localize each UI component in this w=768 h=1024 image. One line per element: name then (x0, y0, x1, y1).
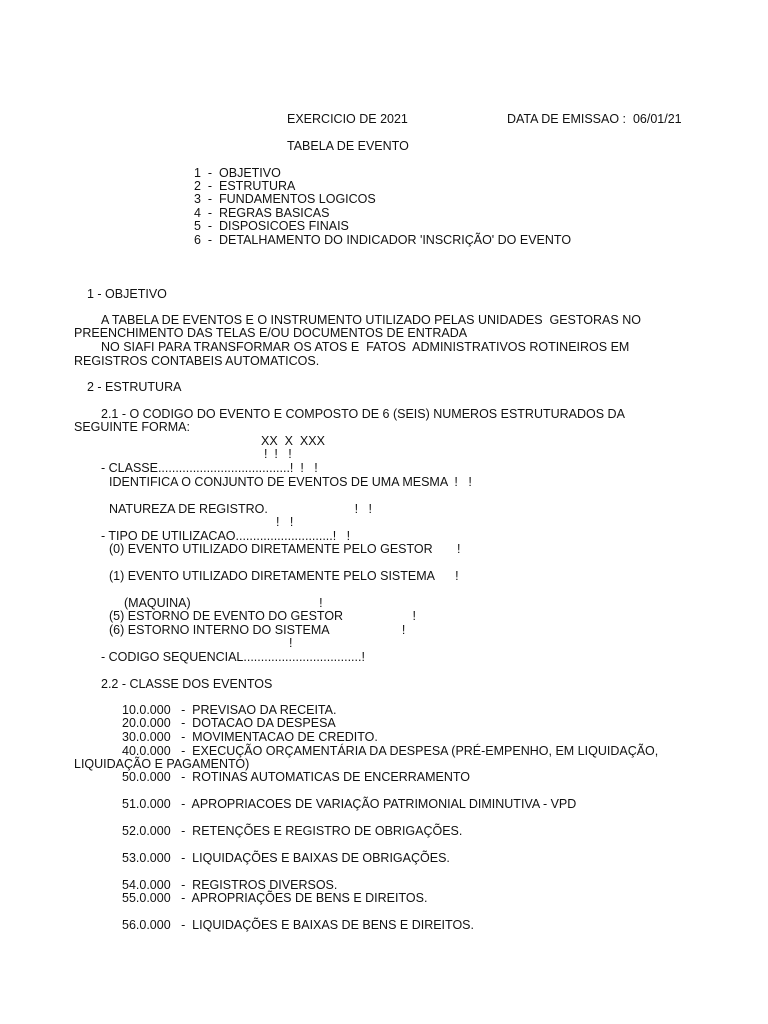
paragraph-line: 2.1 - O CODIGO DO EVENTO E COMPOSTO DE 6 (SEIS) NUMEROS ESTRUTURADOS DA (101, 407, 625, 421)
diagram-line: (MAQUINA) ! (124, 596, 323, 610)
class-item: 20.0.000 - DOTACAO DA DESPESA (122, 716, 336, 730)
class-item: 53.0.000 - LIQUIDAÇÕES E BAIXAS DE OBRIGAÇÕES. (122, 851, 450, 865)
class-item: 30.0.000 - MOVIMENTACAO DE CREDITO. (122, 730, 378, 744)
section-heading-objetivo: 1 - OBJETIVO (87, 287, 167, 301)
diagram-line: ! ! ! (264, 447, 292, 461)
class-item: 54.0.000 - REGISTROS DIVERSOS. (122, 878, 338, 892)
diagram-line: - CODIGO SEQUENCIAL..................................! (101, 650, 365, 664)
diagram-line: ! (289, 636, 293, 650)
diagram-line: ! ! (276, 515, 294, 529)
class-item: 10.0.000 - PREVISAO DA RECEITA. (122, 703, 337, 717)
diagram-line: - TIPO DE UTILIZACAO............................! ! (101, 529, 351, 543)
diagram-line: - CLASSE......................................! ! ! (101, 461, 318, 475)
index-item: 4 - REGRAS BASICAS (194, 206, 330, 220)
class-item-continuation: LIQUIDAÇÃO E PAGAMENTO) (74, 757, 250, 771)
diagram-line: (0) EVENTO UTILIZADO DIRETAMENTE PELO GESTOR ! (109, 542, 461, 556)
class-item: 50.0.000 - ROTINAS AUTOMATICAS DE ENCERRAMENTO (122, 770, 470, 784)
class-item: 40.0.000 - EXECUÇÃO ORÇAMENTÁRIA DA DESPESA (PRÉ-EMPENHO, EM LIQUIDAÇÃO, (122, 744, 659, 758)
index-item: 2 - ESTRUTURA (194, 179, 296, 193)
diagram-line: NATUREZA DE REGISTRO. ! ! (109, 502, 373, 516)
diagram-line: (6) ESTORNO INTERNO DO SISTEMA ! (109, 623, 406, 637)
diagram-line: IDENTIFICA O CONJUNTO DE EVENTOS DE UMA MESMA ! ! (109, 475, 472, 489)
paragraph-line: A TABELA DE EVENTOS E O INSTRUMENTO UTILIZADO PELAS UNIDADES GESTORAS NO (101, 313, 641, 327)
class-item: 56.0.000 - LIQUIDAÇÕES E BAIXAS DE BENS E DIREITOS. (122, 918, 474, 932)
paragraph-line: NO SIAFI PARA TRANSFORMAR OS ATOS E FATOS ADMINISTRATIVOS ROTINEIROS EM (101, 340, 630, 354)
section-heading-estrutura: 2 - ESTRUTURA (87, 380, 182, 394)
diagram-line: (5) ESTORNO DE EVENTO DO GESTOR ! (109, 609, 417, 623)
class-item: 51.0.000 - APROPRIACOES DE VARIAÇÃO PATRIMONIAL DIMINUTIVA - VPD (122, 797, 577, 811)
index-item: 1 - OBJETIVO (194, 166, 281, 180)
index-item: 6 - DETALHAMENTO DO INDICADOR 'INSCRIÇÃO' DO EVENTO (194, 233, 572, 247)
paragraph-line: REGISTROS CONTABEIS AUTOMATICOS. (74, 354, 320, 368)
paragraph-line: SEGUINTE FORMA: (74, 420, 190, 434)
data-emissao-label: DATA DE EMISSAO : 06/01/21 (507, 112, 682, 126)
diagram-line: (1) EVENTO UTILIZADO DIRETAMENTE PELO SISTEMA ! (109, 569, 459, 583)
index-item: 5 - DISPOSICOES FINAIS (194, 219, 349, 233)
class-item: 52.0.000 - RETENÇÕES E REGISTRO DE OBRIGAÇÕES. (122, 824, 463, 838)
code-format: XX X XXX (261, 434, 325, 448)
index-item: 3 - FUNDAMENTOS LOGICOS (194, 192, 376, 206)
class-item: 55.0.000 - APROPRIAÇÕES DE BENS E DIREITOS. (122, 891, 428, 905)
page-title: TABELA DE EVENTO (287, 139, 409, 153)
paragraph-line: PREENCHIMENTO DAS TELAS E/OU DOCUMENTOS DE ENTRADA (74, 326, 468, 340)
subsection-heading: 2.2 - CLASSE DOS EVENTOS (101, 677, 273, 691)
exercicio-label: EXERCICIO DE 2021 (287, 112, 408, 126)
